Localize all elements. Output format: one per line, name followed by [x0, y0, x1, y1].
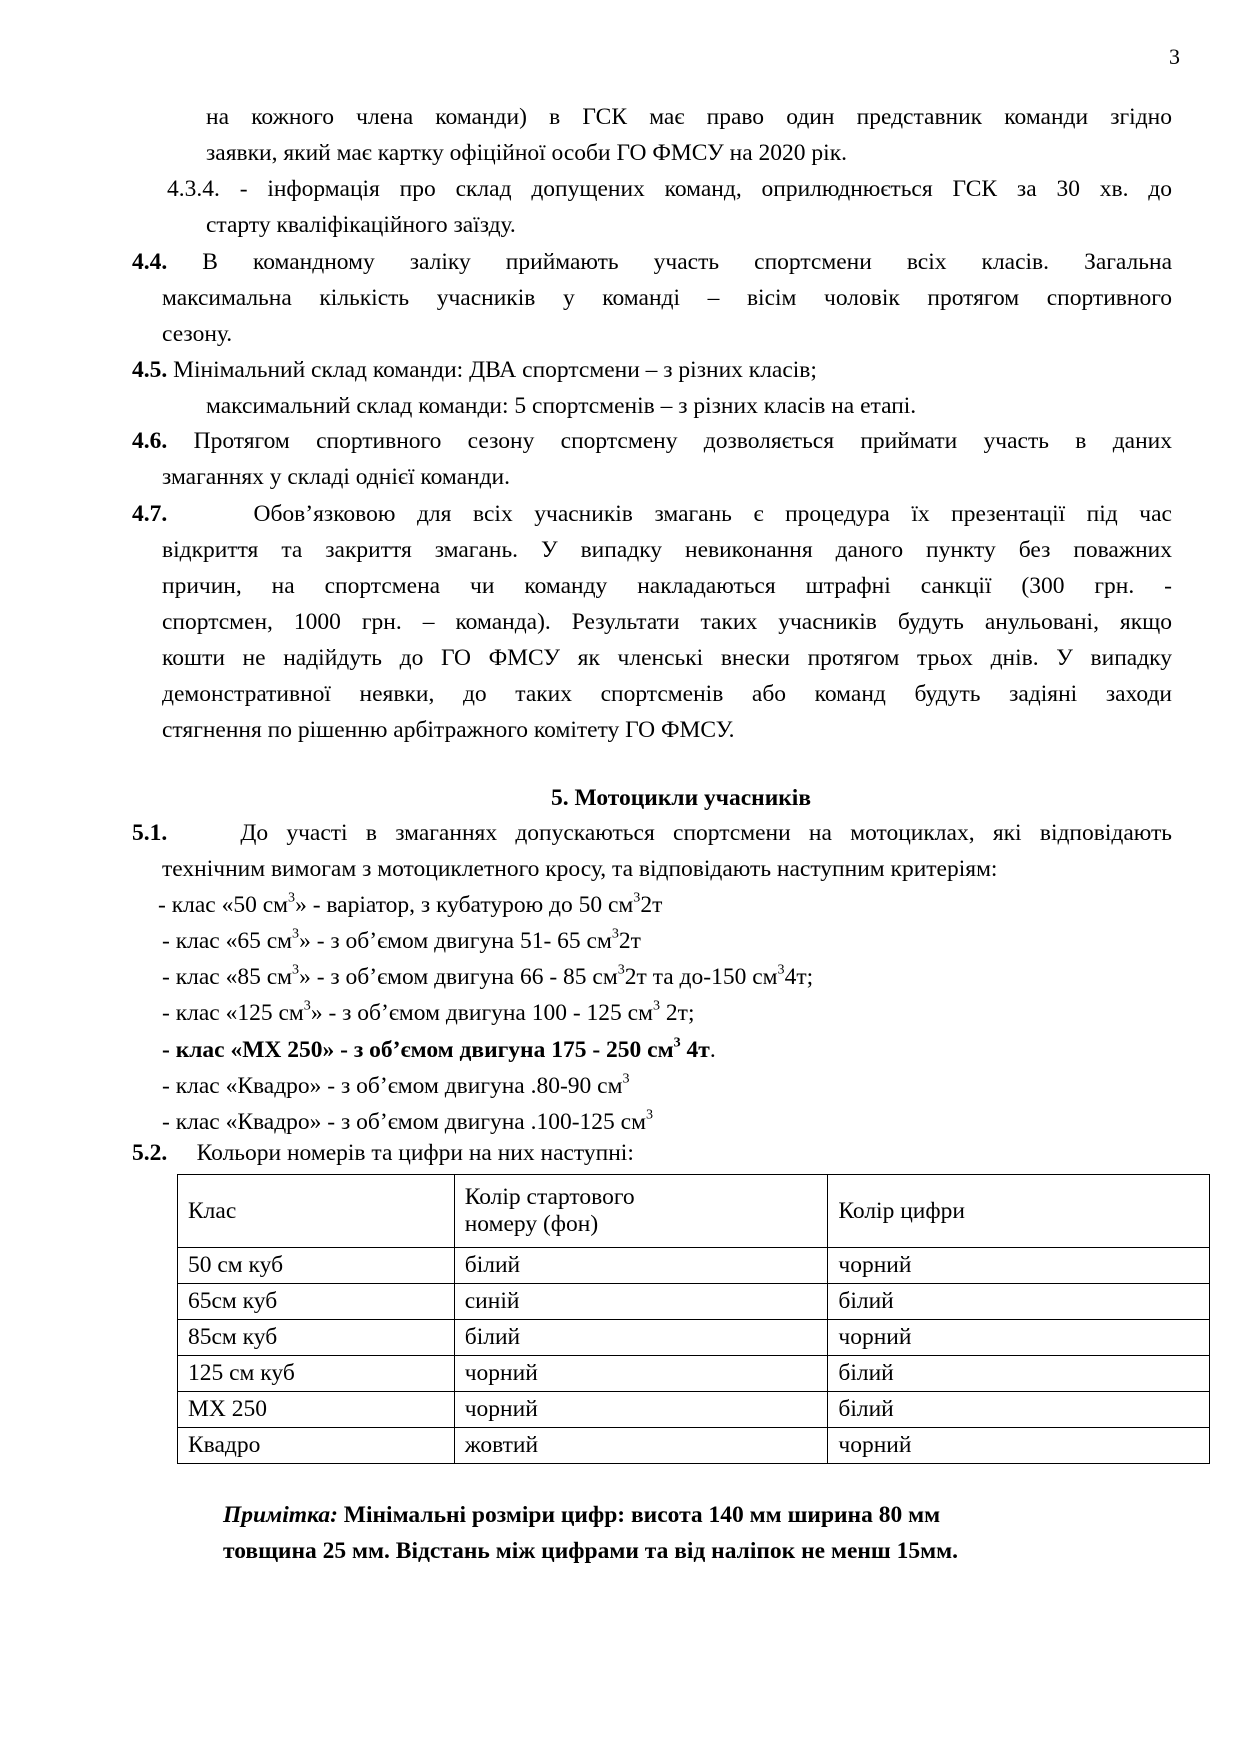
- table-row: [178, 1284, 1210, 1320]
- class-item-85: - клас «85 $см^3$» - з об’ємом двигуна 66 - 85 $см^32т$ та до-150 $см^34т$;: [162, 961, 814, 990]
- item-4-7-line: спортсмен, 1000 грн. – команда). Результати таких учасників будуть анульовані, якщо: [162, 609, 1172, 635]
- number-colors-table: [177, 1174, 1210, 1464]
- class-item-mx250: - клас «МХ 250» - з об’ємом двигуна 175 - 250 $см^3$ 4т.: [162, 1034, 716, 1063]
- table-cell: чорний: [828, 1248, 1210, 1284]
- item-number: 4.7.: [132, 501, 168, 527]
- table-row: [178, 1392, 1210, 1428]
- item-5-1-line: [132, 820, 1172, 847]
- item-4-7-line: причин, на спортсмена чи команду накладаються штрафні санкції (300 грн. -: [162, 573, 1172, 599]
- class-item-quad-2: - клас «Квадро» - з об’ємом двигуна .100-125 $см^3$: [162, 1106, 654, 1135]
- item-text: Протягом спортивного сезону спортсмену дозволяється приймати участь в даних: [193, 428, 1172, 454]
- item-4-3-4-line: 4.3.4. - інформація про склад допущених команд, оприлюднюється ГСК за 30 хв. до: [167, 176, 1172, 202]
- item-text: Обов’язковою для всіх учасників змагань є процедура їх презентації під час: [253, 501, 1172, 527]
- class-item-quad-1: - клас «Квадро» - з об’ємом двигуна .80-90 $см^3$: [162, 1070, 630, 1099]
- table-cell: 85см куб: [178, 1320, 455, 1356]
- table-cell: чорний: [828, 1320, 1210, 1356]
- paragraph-line: заявки, який має картку офіційної особи ГО ФМСУ на 2020 рік.: [206, 140, 847, 166]
- item-text: До участі в змаганнях допускаються спортсмени на мотоциклах, які відповідають: [240, 820, 1173, 846]
- item-text: Кольори номерів та цифри на них наступні:: [196, 1140, 634, 1166]
- table-row: [178, 1428, 1210, 1464]
- item-number: 4.5.: [132, 357, 168, 383]
- item-text: В командному заліку приймають участь спортсмени всіх класів. Загальна: [202, 249, 1172, 275]
- table-header-cell: Колір стартового номеру (фон): [454, 1175, 828, 1248]
- table-cell: білий: [828, 1392, 1210, 1428]
- class-item-125: - клас «125 $см^3$» - з об’ємом двигуна 100 - 125 $см^3$ 2т;: [162, 997, 695, 1026]
- item-4-7-line: відкриття та закриття змагань. У випадку невиконання даного пункту без поважних: [162, 537, 1172, 563]
- note-line: товщина 25 мм. Відстань між цифрами та від наліпок не менш 15мм.: [223, 1538, 959, 1564]
- item-4-7-line: стягнення по рішенню арбітражного комітету ГО ФМСУ.: [162, 717, 735, 743]
- note-label: Примітка:: [223, 1502, 338, 1528]
- table-row: [178, 1248, 1210, 1284]
- item-4-5-line: [132, 357, 817, 384]
- paragraph-line: на кожного члена команди) в ГСК має право один представник команди згідно: [206, 104, 1172, 130]
- note-line: [223, 1502, 940, 1529]
- item-4-6-line: [132, 428, 1172, 455]
- item-number: 4.4.: [132, 249, 168, 275]
- table-cell: чорний: [454, 1356, 828, 1392]
- table-cell: білий: [454, 1320, 828, 1356]
- item-4-7-line: кошти не надійдуть до ГО ФМСУ як членські внески протягом трьох днів. У випадку: [162, 645, 1172, 671]
- table-header-cell: Колір цифри: [828, 1175, 1210, 1248]
- item-4-5-line: максимальний склад команди: 5 спортсменів – з різних класів на етапі.: [206, 393, 917, 419]
- item-4-3-4-line: старту кваліфікаційного заїзду.: [206, 212, 516, 238]
- table-cell: 125 см куб: [178, 1356, 455, 1392]
- class-item-65: - клас «65 $см^3$» - з об’ємом двигуна 51- 65 $см^32т$: [162, 925, 641, 954]
- item-4-6-line: змаганнях у складі однієї команди.: [162, 464, 511, 490]
- table-row: [178, 1320, 1210, 1356]
- table-cell: білий: [828, 1284, 1210, 1320]
- table-cell: МХ 250: [178, 1392, 455, 1428]
- table-header-row: [178, 1175, 1210, 1248]
- item-4-4-line: [132, 249, 1172, 276]
- item-number: 5.1.: [132, 820, 168, 846]
- item-number: 4.6.: [132, 428, 168, 454]
- item-5-1-line: технічним вимогам з мотоциклетного кросу, та відповідають наступним критеріям:: [162, 856, 998, 882]
- class-item-50: - клас «50 $см^3$» - варіатор, з кубатурою до 50 $см^32т$: [158, 889, 663, 918]
- table-row: [178, 1356, 1210, 1392]
- item-4-4-line: максимальна кількість учасників у команді – вісім чоловік протягом спортивного: [162, 285, 1172, 311]
- item-number: 5.2.: [132, 1140, 168, 1166]
- table-cell: жовтий: [454, 1428, 828, 1464]
- table-cell: 50 см куб: [178, 1248, 455, 1284]
- item-4-7-line: демонстративної неявки, до таких спортсменів або команд будуть задіяні заходи: [162, 681, 1172, 707]
- page-number: 3: [1169, 44, 1180, 69]
- note-text: Мінімальні розміри цифр: висота 140 мм ширина 80 мм: [337, 1502, 941, 1528]
- item-5-2-line: [132, 1140, 634, 1167]
- table-cell: білий: [828, 1356, 1210, 1392]
- section-title: 5. Мотоцикли учасників: [550, 785, 812, 811]
- item-4-4-line: сезону.: [162, 321, 233, 347]
- table-header-cell: Клас: [178, 1175, 455, 1248]
- table-cell: білий: [454, 1248, 828, 1284]
- table-cell: чорний: [454, 1392, 828, 1428]
- table-cell: Квадро: [178, 1428, 455, 1464]
- table-cell: синій: [454, 1284, 828, 1320]
- table-cell: чорний: [828, 1428, 1210, 1464]
- table-cell: 65см куб: [178, 1284, 455, 1320]
- item-text: Мінімальний склад команди: ДВА спортсмени – з різних класів;: [173, 357, 817, 383]
- item-4-7-line: [132, 501, 1172, 528]
